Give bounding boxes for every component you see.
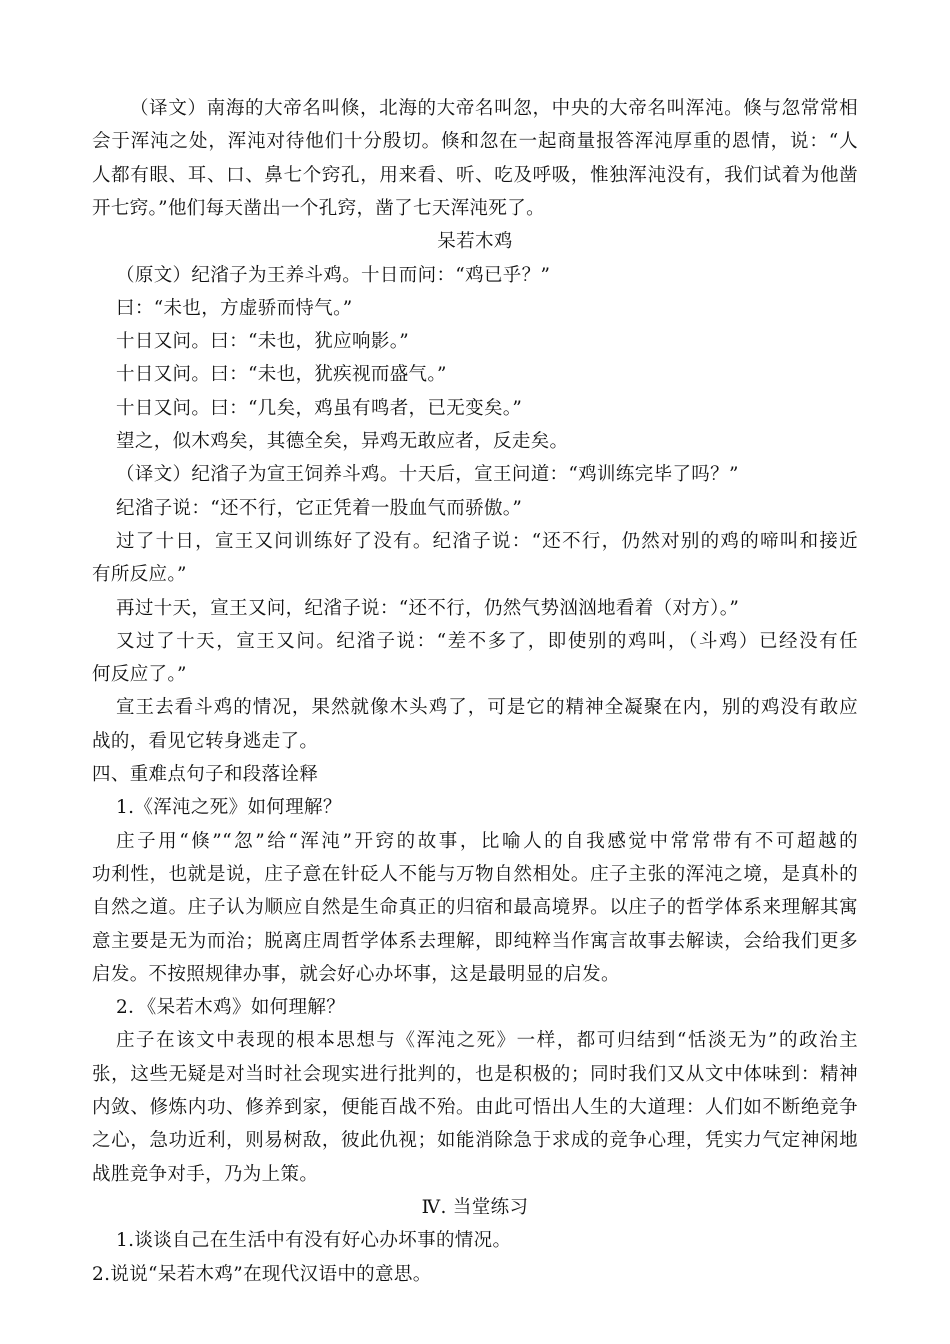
text-line: （译文）南海的大帝名叫倏，北海的大帝名叫忽，中央的大帝名叫浑沌。倏与忽常常相 bbox=[130, 98, 858, 119]
text-line: 纪渻子说：“还不行，它正凭着一股血气而骄傲。” bbox=[116, 497, 523, 519]
text-line: Ⅳ. 当堂练习 bbox=[421, 1196, 529, 1218]
text-line: 曰：“未也，方虚骄而恃气。” bbox=[116, 297, 353, 319]
text-line: 1.《浑沌之死》如何理解？ bbox=[116, 797, 342, 819]
text-line: 何反应了。” bbox=[92, 664, 187, 686]
text-line: 呆若木鸡 bbox=[437, 231, 513, 253]
text-line: （原文）纪渻子为王养斗鸡。十日而问：“鸡已乎？” bbox=[116, 264, 551, 286]
text-line: 宣王去看斗鸡的情况，果然就像木头鸡了，可是它的精神全凝聚在内，别的鸡没有敢应 bbox=[116, 697, 858, 719]
text-line: 人都有眼、耳、口、鼻七个窍孔，用来看、听、吃及呼吸，惟独浑沌没有，我们试着为他凿 bbox=[92, 164, 858, 186]
text-line: 2．《呆若木鸡》如何理解？ bbox=[116, 997, 346, 1019]
text-line: 过了十日，宣王又问训练好了没有。纪渻子说：“还不行，仍然对别的鸡的啼叫和接近 bbox=[116, 530, 858, 552]
text-line: 战胜竞争对手，乃为上策。 bbox=[92, 1163, 319, 1185]
text-line: 有所反应。” bbox=[92, 564, 187, 586]
text-line: 1.谈谈自己在生活中有没有好心办坏事的情况。 bbox=[116, 1230, 512, 1252]
text-line: 内敛、修炼内功、修养到家，便能百战不殆。由此可悟出人生的大道理：人们如不断绝竞争 bbox=[92, 1097, 858, 1118]
text-line: 望之，似木鸡矣，其德全矣，异鸡无敢应者，反走矣。 bbox=[116, 431, 569, 452]
text-line: 自然之道。庄子认为顺应自然是生命真正的归宿和最高境界。以庄子的哲学体系来理解其寓 bbox=[92, 897, 858, 919]
text-line: 十日又问。曰：“几矣，鸡虽有鸣者，已无变矣。” bbox=[116, 397, 523, 419]
text-line: 2.说说“呆若木鸡”在现代汉语中的意思。 bbox=[92, 1263, 432, 1285]
text-line: 庄子在该文中表现的根本思想与《浑沌之死》一样，都可归结到“恬淡无为”的政治主 bbox=[116, 1030, 858, 1052]
text-line: 庄子用“倏”“忽”给“浑沌”开窍的故事，比喻人的自我感觉中常常带有不可超越的 bbox=[116, 830, 858, 852]
text-line: 四、重难点句子和段落诠释 bbox=[92, 764, 319, 785]
text-line: 张，这些无疑是对当时社会现实进行批判的，也是积极的；同时我们又从文中体味到：精神 bbox=[92, 1063, 858, 1085]
text-line: 再过十天，宣王又问，纪渻子说：“还不行，仍然气势汹汹地看着（对方）。” bbox=[116, 597, 740, 619]
text-line: 十日又问。曰：“未也，犹疾视而盛气。” bbox=[116, 364, 447, 386]
text-line: （译文）纪渻子为宣王饲养斗鸡。十天后，宣王问道：“鸡训练完毕了吗？” bbox=[116, 464, 739, 486]
text-line: 之心，急功近利，则易树敌，彼此仇视；如能消除急于求成的竞争心理，凭实力气定神闲地 bbox=[92, 1130, 858, 1152]
text-line: 意主要是无为而治；脱离庄周哲学体系去理解，即纯粹当作寓言故事去解读，会给我们更多 bbox=[92, 930, 858, 952]
text-line: 开七窍。”他们每天凿出一个孔窍，凿了七天浑沌死了。 bbox=[92, 197, 545, 219]
text-line: 功利性，也就是说，庄子意在针砭人不能与万物自然相处。庄子主张的浑沌之境，是真朴的 bbox=[92, 863, 858, 885]
text-line: 会于浑沌之处，浑沌对待他们十分殷切。倏和忽在一起商量报答浑沌厚重的恩情，说：“人 bbox=[92, 131, 858, 153]
text-line: 战的，看见它转身逃走了。 bbox=[92, 730, 319, 752]
text-line: 十日又问。曰：“未也，犹应响影。” bbox=[116, 331, 410, 353]
text-line: 启发。不按照规律办事，就会好心办坏事，这是最明显的启发。 bbox=[92, 963, 620, 985]
text-line: 又过了十天，宣王又问。纪渻子说：“差不多了，即使别的鸡叫，（斗鸡）已经没有任 bbox=[116, 630, 858, 652]
